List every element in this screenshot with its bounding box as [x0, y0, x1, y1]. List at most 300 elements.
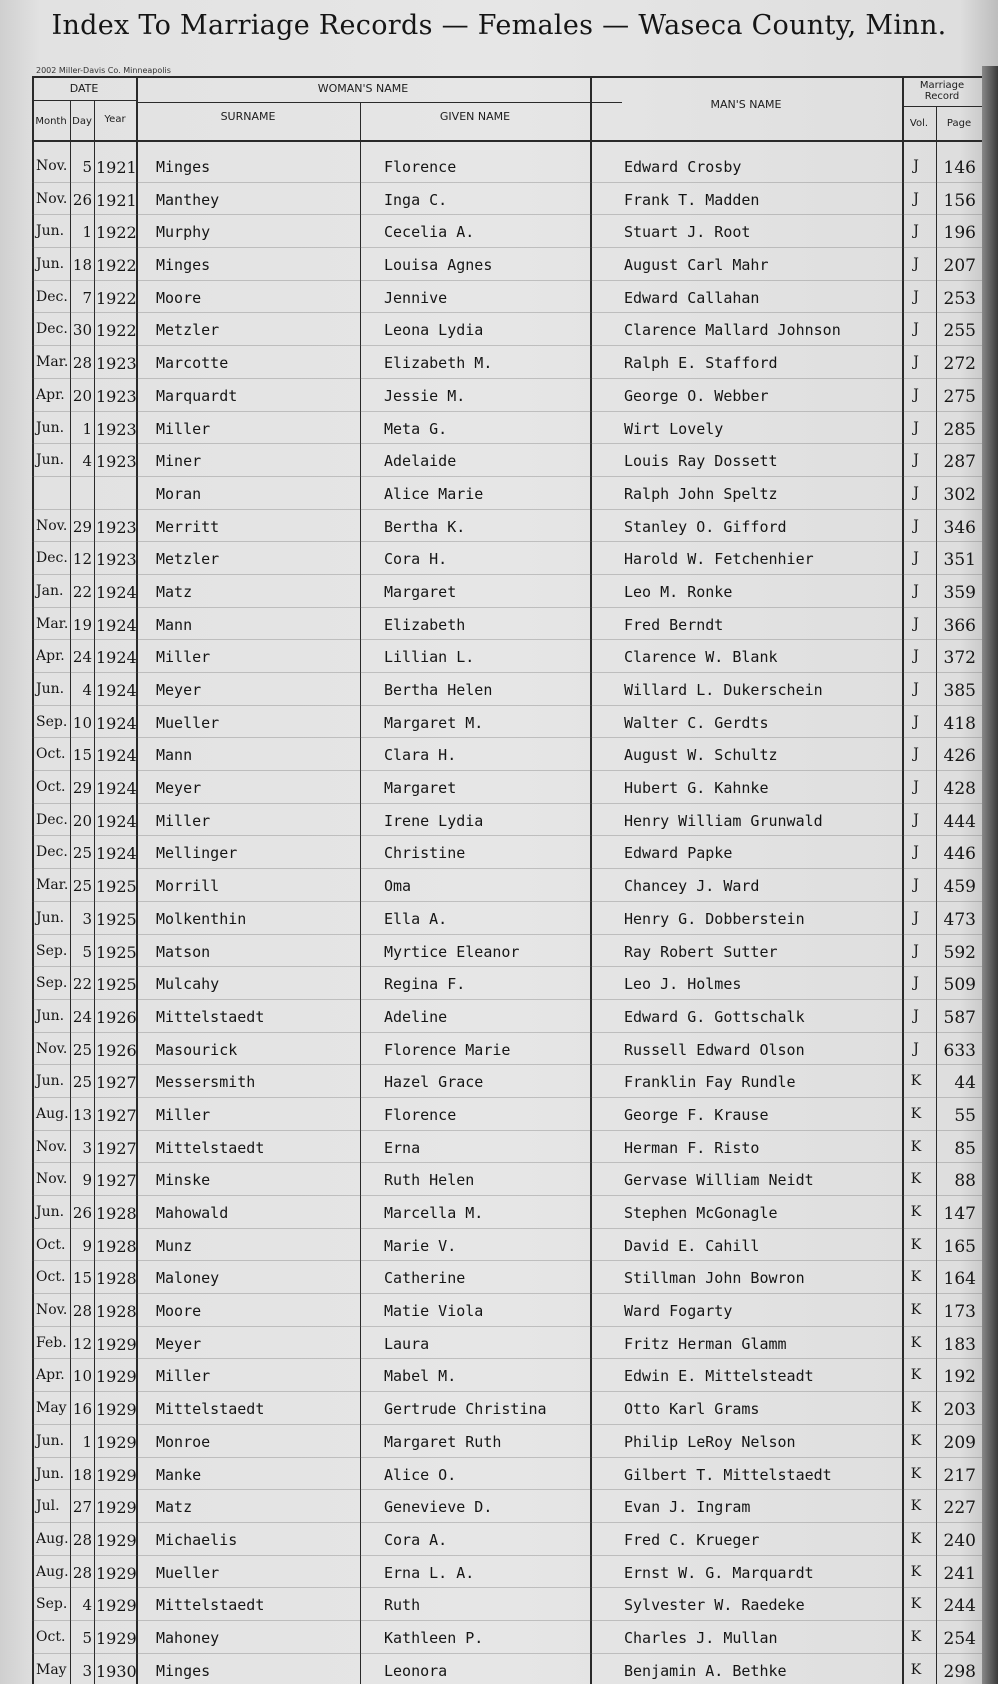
table-row	[32, 1458, 982, 1491]
record-surname: Meyer	[156, 681, 202, 699]
record-volume: K	[910, 1661, 922, 1678]
table-row	[32, 346, 982, 379]
record-volume: J	[913, 354, 919, 371]
record-month: Jun.	[36, 1204, 65, 1220]
record-volume: K	[910, 1073, 922, 1090]
table-row	[32, 1098, 982, 1131]
table-row	[32, 1359, 982, 1392]
record-given-name: Adeline	[384, 1007, 448, 1026]
record-given-name: Mabel M.	[384, 1367, 457, 1386]
record-month: Jan.	[36, 582, 64, 599]
record-page: 255	[943, 321, 976, 342]
table-row	[32, 738, 982, 771]
table-row	[32, 967, 982, 1000]
record-surname: Mittelstaedt	[156, 1400, 265, 1419]
record-month: Dec.	[36, 288, 68, 305]
record-month: Aug.	[36, 1105, 69, 1122]
record-surname: Mueller	[156, 713, 220, 732]
record-day: 18	[72, 256, 92, 275]
given-name-header: GIVEN NAME	[439, 110, 511, 123]
record-year: 1924	[96, 615, 137, 635]
record-day: 20	[72, 811, 92, 830]
record-surname: Murphy	[156, 223, 211, 242]
record-given-name: Erna L. A.	[384, 1563, 475, 1582]
table-row	[32, 1621, 982, 1654]
table-row	[32, 477, 982, 510]
table-row	[32, 1556, 982, 1589]
record-surname: Marquardt	[156, 386, 238, 405]
record-page: 473	[943, 909, 976, 930]
record-given-name: Clara H.	[384, 746, 457, 765]
record-given-name: Elizabeth M.	[384, 354, 493, 373]
record-month: Dec.	[36, 844, 68, 861]
record-year: 1929	[96, 1530, 137, 1550]
table-row	[32, 706, 982, 739]
record-day: 29	[72, 517, 92, 536]
record-page: 287	[943, 452, 976, 473]
record-month: Sep.	[36, 975, 68, 992]
record-surname: Minges	[156, 1661, 211, 1680]
table-row	[32, 510, 982, 543]
record-volume: J	[913, 681, 919, 697]
table-row	[32, 1065, 982, 1098]
record-month: Oct.	[36, 1269, 66, 1286]
record-year: 1924	[96, 844, 137, 864]
record-volume: J	[913, 288, 919, 305]
record-surname: Mann	[156, 746, 193, 765]
record-given-name: Laura	[384, 1334, 430, 1353]
record-volume: K	[910, 1334, 922, 1351]
record-given-name: Jennive	[384, 288, 448, 307]
record-page: 203	[943, 1400, 976, 1421]
record-day: 27	[72, 1498, 92, 1517]
record-mans-name: Clarence Mallard Johnson	[624, 321, 841, 340]
record-day: 25	[72, 877, 92, 896]
record-volume: K	[910, 1530, 922, 1547]
record-mans-name: Louis Ray Dossett	[624, 452, 778, 471]
record-given-name: Margaret Ruth	[384, 1432, 502, 1451]
record-mans-name: Fred Berndt	[624, 615, 724, 634]
record-day: 12	[72, 1334, 92, 1353]
record-page: 253	[943, 288, 976, 309]
record-year: 1926	[96, 1007, 137, 1027]
record-given-name: Elizabeth	[384, 615, 466, 634]
record-year: 1929	[96, 1628, 137, 1648]
record-surname: Miller	[156, 1105, 211, 1124]
record-given-name: Hazel Grace	[384, 1073, 484, 1092]
record-day: 10	[72, 1367, 92, 1386]
record-given-name: Myrtice Eleanor	[384, 942, 520, 961]
record-day: 28	[72, 354, 92, 373]
record-volume: J	[913, 713, 919, 730]
record-volume: J	[913, 550, 919, 567]
record-volume: K	[910, 1138, 922, 1155]
record-page: 217	[943, 1465, 976, 1486]
record-year: 1929	[96, 1498, 137, 1518]
table-row	[32, 248, 982, 281]
record-surname: Miner	[156, 452, 202, 471]
record-year: 1924	[96, 681, 137, 700]
record-year: 1929	[96, 1334, 137, 1354]
printer-imprint: 2002 Miller-Davis Co. Minneapolis	[36, 66, 171, 75]
table-row	[32, 1490, 982, 1523]
record-volume: J	[913, 746, 919, 763]
record-month: Nov.	[36, 1302, 68, 1319]
record-mans-name: Russell Edward Olson	[624, 1040, 805, 1059]
record-given-name: Catherine	[384, 1269, 466, 1288]
record-day: 28	[72, 1563, 92, 1582]
mans-name-header: MAN'S NAME	[710, 98, 782, 111]
record-page: 209	[943, 1432, 976, 1453]
record-month: Sep.	[36, 1596, 68, 1613]
record-year: 1929	[96, 1596, 137, 1616]
record-page: 346	[943, 517, 976, 538]
record-given-name: Florence Marie	[384, 1040, 511, 1059]
record-mans-name: Ralph John Speltz	[624, 484, 778, 503]
record-given-name: Cecelia A.	[384, 223, 475, 242]
table-row	[32, 379, 982, 412]
record-mans-name: August Carl Mahr	[624, 256, 769, 275]
record-given-name: Cora A.	[384, 1530, 448, 1549]
record-month: Aug.	[36, 1563, 69, 1580]
page-title: Index To Marriage Records — Females — Waseca County, Minn.	[51, 10, 947, 41]
record-page: 592	[943, 942, 976, 963]
record-surname: Michaelis	[156, 1530, 238, 1549]
record-mans-name: Leo M. Ronke	[624, 582, 733, 601]
record-given-name: Meta G.	[384, 419, 448, 438]
record-month: Jun.	[36, 1432, 65, 1449]
record-surname: Matson	[156, 942, 211, 961]
record-page: 275	[943, 386, 976, 407]
table-row	[32, 804, 982, 837]
record-surname: Minges	[156, 158, 211, 176]
record-volume: J	[913, 909, 919, 926]
record-month: Mar.	[36, 354, 69, 371]
record-volume: K	[910, 1367, 922, 1384]
record-volume: J	[913, 190, 919, 207]
record-day: 25	[72, 1040, 92, 1059]
record-day: 7	[82, 288, 92, 307]
record-given-name: Genevieve D.	[384, 1498, 493, 1517]
record-month: Apr.	[36, 386, 65, 403]
record-day: 15	[72, 746, 92, 765]
record-page: 428	[943, 779, 976, 800]
record-year: 1924	[96, 811, 137, 831]
record-mans-name: Stanley O. Gifford	[624, 517, 787, 536]
record-mans-name: Benjamin A. Bethke	[624, 1661, 787, 1680]
record-year: 1927	[96, 1073, 137, 1093]
record-day: 1	[82, 419, 92, 438]
record-day: 9	[82, 1171, 92, 1190]
record-given-name: Alice Marie	[384, 484, 484, 503]
record-mans-name: Fritz Herman Glamm	[624, 1334, 787, 1353]
table-row	[32, 1425, 982, 1458]
record-year: 1923	[96, 419, 137, 439]
record-day: 4	[82, 681, 92, 699]
record-page: 633	[943, 1040, 976, 1061]
record-page: 459	[943, 877, 976, 898]
record-month: Jun.	[36, 681, 65, 697]
record-year: 1929	[96, 1400, 137, 1420]
record-surname: Mittelstaedt	[156, 1138, 265, 1157]
record-day: 15	[72, 1269, 92, 1288]
record-volume: K	[910, 1105, 922, 1122]
record-surname: Molkenthin	[156, 909, 247, 928]
surname-header: SURNAME	[220, 110, 276, 123]
record-volume: J	[913, 452, 919, 469]
record-day: 19	[72, 615, 92, 634]
table-row	[32, 935, 982, 968]
top-rule	[32, 76, 982, 78]
record-page: 85	[954, 1138, 976, 1159]
record-page: 446	[943, 844, 976, 865]
record-page: 88	[954, 1171, 976, 1192]
record-volume: J	[913, 1007, 919, 1024]
record-day: 24	[72, 1007, 92, 1026]
record-volume: J	[913, 158, 919, 174]
day-header: Day	[72, 116, 92, 127]
record-volume: J	[913, 223, 919, 240]
record-surname: Mueller	[156, 1563, 220, 1582]
record-day: 22	[72, 975, 92, 994]
record-volume: K	[910, 1171, 922, 1188]
record-surname: Manke	[156, 1465, 202, 1484]
record-day: 24	[72, 648, 92, 667]
record-surname: Masourick	[156, 1040, 238, 1059]
record-surname: Moore	[156, 1302, 202, 1321]
table-row	[32, 542, 982, 575]
record-surname: Miller	[156, 1367, 211, 1386]
record-page: 509	[943, 975, 976, 996]
record-month: Apr.	[36, 648, 65, 665]
record-year: 1929	[96, 1465, 137, 1485]
record-day: 26	[72, 1204, 92, 1222]
record-given-name: Bertha K.	[384, 517, 466, 536]
table-row	[32, 1523, 982, 1556]
record-surname: Munz	[156, 1236, 193, 1255]
record-volume: J	[913, 877, 919, 894]
record-volume: K	[910, 1498, 922, 1515]
record-year: 1922	[96, 321, 137, 341]
table-row	[32, 1588, 982, 1621]
record-page: 173	[943, 1302, 976, 1323]
record-month: Oct.	[36, 1628, 66, 1645]
record-page: 366	[943, 615, 976, 636]
record-day: 3	[82, 1661, 92, 1680]
record-mans-name: Henry G. Dobberstein	[624, 909, 805, 928]
record-given-name: Jessie M.	[384, 386, 466, 405]
record-day: 9	[82, 1236, 92, 1255]
record-year: 1923	[96, 386, 137, 406]
record-year: 1921	[96, 190, 137, 210]
record-surname: Minske	[156, 1171, 211, 1190]
record-month: Nov.	[36, 158, 68, 174]
table-row	[32, 640, 982, 673]
record-page: 227	[943, 1498, 976, 1519]
table-row	[32, 215, 982, 248]
table-row	[32, 902, 982, 935]
record-month: Apr.	[36, 1367, 65, 1384]
table-row	[32, 1163, 982, 1196]
record-volume: K	[910, 1400, 922, 1417]
name-header-rule	[136, 102, 622, 103]
record-year: 1923	[96, 550, 137, 570]
record-volume: J	[913, 484, 919, 501]
record-surname: Mittelstaedt	[156, 1596, 265, 1615]
record-volume: K	[910, 1596, 922, 1613]
record-surname: Meyer	[156, 1334, 202, 1353]
record-year: 1927	[96, 1171, 137, 1191]
record-mans-name: Stillman John Bowron	[624, 1269, 805, 1288]
record-volume: K	[910, 1563, 922, 1580]
record-page: 241	[943, 1563, 976, 1584]
record-year: 1925	[96, 877, 137, 897]
record-surname: Monroe	[156, 1432, 211, 1451]
record-surname: Mahoney	[156, 1628, 220, 1647]
record-volume: J	[913, 517, 919, 534]
record-year: 1922	[96, 256, 137, 276]
record-mans-name: Stephen McGonagle	[624, 1204, 778, 1222]
record-day: 28	[72, 1530, 92, 1549]
record-page: 240	[943, 1530, 976, 1551]
table-row	[32, 608, 982, 641]
record-year: 1926	[96, 1040, 137, 1060]
record-volume: J	[913, 386, 919, 403]
record-month: Nov.	[36, 190, 68, 207]
record-given-name: Ella A.	[384, 909, 448, 928]
record-page: 372	[943, 648, 976, 669]
record-page: 254	[943, 1628, 976, 1649]
record-year: 1922	[96, 223, 137, 243]
record-year: 1922	[96, 288, 137, 308]
record-page: 418	[943, 713, 976, 734]
record-page: 385	[943, 681, 976, 701]
record-surname: Meyer	[156, 779, 202, 798]
record-volume: K	[910, 1628, 922, 1645]
record-day: 3	[82, 1138, 92, 1157]
record-day: 10	[72, 713, 92, 732]
record-month: Jun.	[36, 419, 65, 436]
record-given-name: Cora H.	[384, 550, 448, 569]
record-day: 20	[72, 386, 92, 405]
month-header: Month	[35, 116, 67, 127]
record-mans-name: Stuart J. Root	[624, 223, 751, 242]
record-surname: Miller	[156, 648, 211, 667]
record-surname: Mann	[156, 615, 193, 634]
record-volume: J	[913, 811, 919, 828]
record-day: 5	[82, 942, 92, 961]
record-given-name: Margaret	[384, 779, 457, 798]
record-day: 29	[72, 779, 92, 798]
table-row	[32, 281, 982, 314]
binding-edge	[982, 66, 998, 1684]
table-row	[32, 1654, 982, 1684]
record-page: 207	[943, 256, 976, 277]
record-year: 1924	[96, 779, 137, 799]
record-mans-name: Philip LeRoy Nelson	[624, 1432, 796, 1451]
record-volume: K	[910, 1269, 922, 1286]
record-given-name: Alice O.	[384, 1465, 457, 1484]
record-day: 16	[72, 1400, 92, 1419]
record-header-rule	[902, 106, 982, 107]
record-year: 1921	[96, 158, 137, 177]
record-mans-name: George F. Krause	[624, 1105, 769, 1124]
record-month: Oct.	[36, 779, 66, 796]
record-given-name: Leona Lydia	[384, 321, 484, 340]
record-mans-name: Edward Crosby	[624, 158, 742, 176]
record-month: May	[36, 1661, 67, 1678]
record-page: 351	[943, 550, 976, 571]
record-mans-name: Edward Callahan	[624, 288, 760, 307]
date-header-rule	[32, 100, 136, 101]
record-page: 44	[954, 1073, 976, 1094]
table-row	[32, 313, 982, 346]
record-volume: J	[913, 256, 919, 273]
record-surname: Mellinger	[156, 844, 238, 863]
record-surname: Matz	[156, 1498, 193, 1517]
record-month: Jun.	[36, 1007, 65, 1024]
record-mans-name: Leo J. Holmes	[624, 975, 742, 994]
record-mans-name: Gervase William Neidt	[624, 1171, 814, 1190]
record-page: 156	[943, 190, 976, 211]
record-mans-name: Clarence W. Blank	[624, 648, 778, 667]
record-volume: J	[913, 615, 919, 632]
record-year: 1929	[96, 1432, 137, 1452]
record-volume: J	[913, 942, 919, 959]
record-month: Jun.	[36, 1465, 65, 1482]
record-page: 183	[943, 1334, 976, 1355]
record-month: Jul.	[36, 1498, 60, 1515]
record-day: 28	[72, 1302, 92, 1321]
page-header: Page	[946, 118, 972, 129]
record-month: Mar.	[36, 877, 69, 894]
record-year: 1927	[96, 1105, 137, 1125]
record-month: Nov.	[36, 1171, 68, 1188]
record-volume: K	[910, 1236, 922, 1253]
record-mans-name: Ray Robert Sutter	[624, 942, 778, 961]
date-header: DATE	[69, 82, 99, 95]
table-row	[32, 575, 982, 608]
record-page: 587	[943, 1007, 976, 1028]
record-page: 426	[943, 746, 976, 767]
record-page: 359	[943, 582, 976, 603]
record-mans-name: Ralph E. Stafford	[624, 354, 778, 373]
record-mans-name: Fred C. Krueger	[624, 1530, 760, 1549]
record-month: Dec.	[36, 321, 68, 338]
record-volume: K	[910, 1302, 922, 1319]
record-day: 30	[72, 321, 92, 340]
record-day: 1	[82, 1432, 92, 1451]
record-year: 1923	[96, 517, 137, 537]
record-mans-name: Walter C. Gerdts	[624, 713, 769, 732]
record-given-name: Margaret	[384, 582, 457, 601]
record-day: 12	[72, 550, 92, 569]
record-day: 5	[82, 158, 92, 176]
record-day: 4	[82, 452, 92, 471]
table-row	[32, 412, 982, 445]
record-page: 192	[943, 1367, 976, 1388]
record-mans-name: Edward Papke	[624, 844, 733, 863]
record-month: Jun.	[36, 452, 65, 469]
record-surname: Moore	[156, 288, 202, 307]
record-given-name: Marie V.	[384, 1236, 457, 1255]
record-surname: Morrill	[156, 877, 220, 896]
record-given-name: Oma	[384, 877, 412, 896]
record-page: 298	[943, 1661, 976, 1682]
record-month: Sep.	[36, 942, 68, 959]
record-volume: J	[913, 779, 919, 796]
record-given-name: Lillian L.	[384, 648, 475, 667]
